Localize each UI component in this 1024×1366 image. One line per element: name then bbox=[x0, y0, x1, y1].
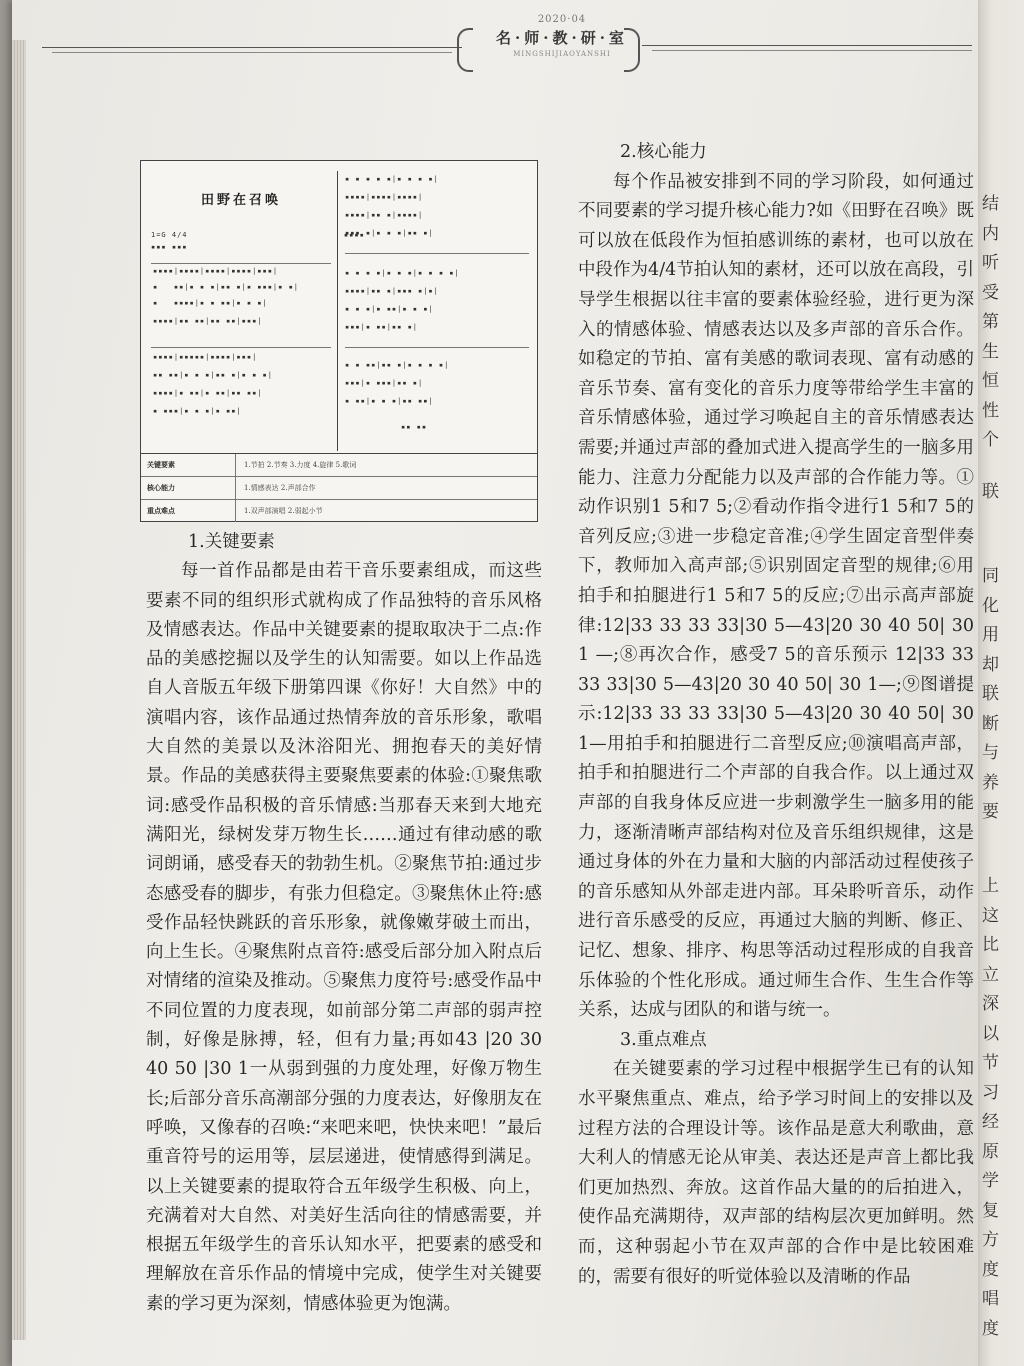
edge-char: 比 bbox=[982, 935, 999, 955]
score-notation: ▪▪▪|▪ ▪▪▪|▪▪ ▪| bbox=[345, 379, 424, 387]
edge-char: 与 bbox=[982, 743, 999, 763]
edge-char: 度 bbox=[982, 1318, 999, 1339]
score-notation: ▪▪ ▪▪ bbox=[401, 423, 428, 431]
edge-char: 经 bbox=[982, 1112, 999, 1132]
column-title: 名·师·教·研·室 bbox=[496, 29, 628, 47]
score-summary-table bbox=[141, 453, 537, 522]
staff-line bbox=[151, 263, 331, 264]
edge-char: 这 bbox=[982, 905, 999, 926]
music-score-figure bbox=[140, 160, 538, 522]
score-title: 田野在召唤 bbox=[201, 193, 282, 208]
staff-line bbox=[345, 253, 529, 254]
table-row bbox=[141, 477, 537, 500]
score-notation: ▪▪▪▪|▪▪ ▪|▪▪▪▪| bbox=[345, 211, 424, 219]
edge-char: 深 bbox=[982, 994, 999, 1014]
table-row bbox=[141, 500, 537, 522]
body-paragraph: 每一首作品都是由若干音乐要素组成，而这些要素不同的组织形式就构成了作品独特的音乐风格及情感表达。作品中关键要素的提取取决于二点:作品的美感挖掘以及学生的认知需要。如以上作品选自人音版五年级下册第四课《你好！大自然》中的演唱内容，该作品通过热情奔放的音乐形象，歌唱大自然的美景以及沐浴阳光、拥抱春天的美好情景。作品的美感获得主要聚焦要素的体验:①聚焦歌词:感受作品积极的音乐情感:当那春天来到大地充满阳光，绿树发芽万物生长……通过有律动感的歌词朗诵，感受春天的勃勃生机。②聚焦节拍:通过步态感受春的脚步，有张力但稳定。③聚焦休止符:感受作品轻快跳跃的音乐形象，就像嫩芽破土而出，向上生长。④聚焦附点音符:感受后部分加入附点后对情绪的渲染及推动。⑤聚焦力度符号:感受作品中不同位置的力度表现，如前部分第二声部的弱声控制，好像是脉搏，轻，但有力量;再如43 |20 30 40 50 |30 1一从弱到强的力度处理，好像万物生长;后部分音乐高潮部分强的力度表达，好像朋友在呼唤，又像春的召唤:“来吧来吧，快快来吧！”最后重音符号的运用等，层层递进，使情感得到满足。以上关键要素的提取符合五年级学生积极、向上，充满着对大自然、对美好生活向往的情感需要，并根据五年级学生的音乐认知水平，把要素的感受和理解放在音乐作品的情境中完成，使学生对关键要素的学习更为深刻，情感体验更为饱满。 bbox=[146, 561, 542, 1314]
edge-char: 习 bbox=[982, 1082, 999, 1103]
edge-char: 唱 bbox=[982, 1289, 999, 1309]
header-rule bbox=[52, 52, 452, 53]
section-heading: 3.重点难点 bbox=[620, 1029, 707, 1050]
edge-char: 立 bbox=[982, 964, 999, 985]
edge-char: 受 bbox=[982, 282, 999, 303]
staff-line bbox=[151, 347, 331, 348]
edge-text-top bbox=[982, 190, 999, 456]
score-notation: ▪ ▪▪|▪ ▪ ▪|▪▪ ▪|▪ ▪▪▪|▪ ▪| bbox=[153, 283, 300, 291]
score-notation: ▪ ▪ ▪ ▪ ▪|▪ ▪ ▪ ▪| bbox=[345, 175, 439, 183]
score-notation: ▪▪ ▪▪|▪ ▪ ▪|▪▪ ▪|▪ ▪ ▪| bbox=[153, 371, 273, 379]
score-notation: ▪▪▪▪|▪▪▪▪|▪▪▪▪| bbox=[345, 193, 424, 201]
system-divider bbox=[337, 171, 338, 451]
score-notation: ▪▪▪ ▪▪▪ bbox=[151, 243, 188, 251]
edge-char: 同 bbox=[982, 566, 999, 586]
score-notation: ▪▪▪▪|▪▪▪▪|▪▪▪▪|▪▪▪▪|▪▪▪| bbox=[153, 267, 279, 275]
edge-char: 第 bbox=[982, 312, 999, 332]
row-key: 核心能力 bbox=[141, 477, 236, 499]
row-value: 1.节拍 2.节奏 3.力度 4.旋律 5.歌词 bbox=[244, 461, 357, 469]
edge-char: 节 bbox=[982, 1053, 999, 1073]
edge-char: 性 bbox=[982, 400, 999, 421]
score-notation: ▪ ▪▪▪|▪ ▪ ▪|▪ ▪▪| bbox=[153, 407, 242, 415]
edge-char: 上 bbox=[982, 876, 999, 896]
score-notation: ▪▪▪ ▪|▪ ▪ ▪|▪▪ ▪| bbox=[345, 229, 434, 237]
score-notation: 1=G 4/4 ▪▪▪▪ bbox=[151, 231, 365, 239]
page-stack-edge bbox=[12, 40, 26, 1340]
column-pinyin: MINGSHIJIAOYANSHI bbox=[513, 50, 611, 58]
left-text-column bbox=[146, 528, 542, 1319]
edge-char: 化 bbox=[982, 595, 999, 616]
row-value: 1.双声部演唱 2.弱起小节 bbox=[244, 507, 323, 515]
score-notation: ▪▪▪▪|▪▪▪▪▪|▪▪▪▪|▪▪▪| bbox=[153, 353, 258, 361]
journal-page bbox=[12, 0, 978, 1366]
header-rule bbox=[652, 50, 972, 51]
edge-char: 恒 bbox=[982, 371, 999, 391]
edge-char: 度 bbox=[982, 1259, 999, 1280]
edge-char: 联 bbox=[982, 684, 999, 704]
right-text-column bbox=[578, 138, 974, 1292]
score-notation: ▪▪▪▪|▪▪ ▪|▪▪▪ ▪|▪| bbox=[345, 287, 439, 295]
edge-char: 联 bbox=[982, 482, 999, 502]
staff-line bbox=[345, 347, 529, 348]
score-notation: ▪▪▪|▪ ▪▪|▪▪ ▪| bbox=[345, 323, 419, 331]
score-notation: ▪ ▪ ▪▪|▪▪ ▪|▪ ▪ ▪ ▪| bbox=[345, 361, 450, 369]
edge-char: 原 bbox=[982, 1141, 999, 1162]
running-header bbox=[442, 14, 682, 58]
edge-char: 要 bbox=[982, 802, 999, 822]
edge-char: 方 bbox=[982, 1230, 999, 1250]
issue-date: 2020·04 bbox=[537, 14, 587, 25]
edge-text-bottom bbox=[982, 872, 999, 1344]
body-paragraph: 在关键要素的学习过程中根据学生已有的认知水平聚焦重点、难点，给予学习时间上的安排以及过程方法的合理设计等。该作品是意大利歌曲，意大利人的情感无论从审美、表达还是声音上都比我们更加热烈、奔放。这首作品大量的的后拍进入，使作品充满期待，双声部的结构层次更加鲜明。然而，这种弱起小节在双声部的合作中是比较困难的，需要有很好的听觉体验以及清晰的作品 bbox=[578, 1059, 974, 1287]
body-paragraph: 每个作品被安排到不同的学习阶段，如何通过不同要素的学习提升核心能力?如《田野在召唤》既可以放在低段作为恒拍感训练的素材，也可以放在中段作为4/4节拍认知的素材，还可以放在高段，引导学生根据以往丰富的要素体验经验，进行更为深入的情感体验、情感表达以及多声部的音乐合作。如稳定的节拍、富有美感的歌词表现、富有动感的音乐节奏、富有变化的音乐力度等带给学生丰富的音乐情感体验，通过学习唤起自主的音乐情感表达需要;并通过声部的叠加式进入提高学生的一脑多用能力、注意力分配能力以及声部的合作能力等。①动作识别1 5和7 5;②看动作指令进行1 5和7 5的音列反应;③进一步稳定音准;④学生固定音型伴奏下，教师加入高声部;⑤识别固定音型的规律;⑥用拍手和拍腿进行1 5和7 5的反应;⑦出示高声部旋律:12|33 33 33 33|30 5—43|20 30 40 50| 30 1 —;⑧再次合作，感受7 5的音乐预示 12|33 33 33 33|30 5—43|20 30 40 50| 30 1—;⑨图谱提示:12|33 33 33 33|30 5—43|20 30 40 50| 30 1—用拍手和拍腿进行二音型反应;⑩演唱高声部，拍手和拍腿进行二个声部的自我合作。以上通过双声部的自我身体反应进一步刺激学生一脑多用的能力，逐渐清晰声部结构对位及音乐组织规律，这是通过身体的外在力量和大脑的内部活动过程使孩子的音乐感知从外部走进内部。耳朵聆听音乐，动作进行音乐感受的反应，再通过大脑的判断、修正、记忆、想象、排序、构思等活动过程形成的自我音乐体验的个性化形成。通过师生合作、生生合作等关系，达成与团队的和谐与统一。 bbox=[578, 171, 974, 1021]
edge-char: 听 bbox=[982, 253, 999, 273]
score-notation: ▪ ▪▪|▪ ▪ ▪|▪▪ ▪▪| bbox=[345, 397, 434, 405]
row-key: 重点难点 bbox=[141, 500, 236, 522]
score-notation: ▪▪▪▪|▪ ▪▪|▪ ▪▪|▪▪ ▪▪| bbox=[153, 389, 263, 397]
edge-char: 内 bbox=[982, 223, 999, 244]
score-notation: ▪ ▪ ▪|▪ ▪▪|▪ ▪ ▪| bbox=[345, 305, 434, 313]
score-notation: ▪ ▪▪▪▪|▪ ▪ ▪▪|▪ ▪ ▪| bbox=[153, 299, 268, 307]
header-rule bbox=[42, 47, 462, 48]
section-heading: 1.关键要素 bbox=[188, 532, 275, 552]
header-rule bbox=[642, 45, 972, 46]
edge-char: 以 bbox=[982, 1023, 999, 1044]
table-row bbox=[141, 454, 537, 477]
score-notation: ▪ ▪ ▪ ▪|▪ ▪ ▪|▪ ▪ ▪ ▪| bbox=[345, 269, 460, 277]
edge-char: 却 bbox=[982, 654, 999, 675]
edge-text-mid bbox=[982, 478, 999, 508]
edge-char: 用 bbox=[982, 625, 999, 645]
edge-char: 生 bbox=[982, 341, 999, 362]
edge-text-mid2 bbox=[982, 562, 999, 828]
edge-char: 断 bbox=[982, 713, 999, 734]
edge-char: 结 bbox=[982, 194, 999, 214]
adjacent-page-edge bbox=[978, 0, 1024, 1366]
edge-char: 个 bbox=[982, 430, 999, 450]
row-value: 1.情感表达 2.声部合作 bbox=[244, 484, 316, 492]
edge-char: 复 bbox=[982, 1200, 999, 1221]
score-notation: ▪▪▪▪|▪▪ ▪▪|▪▪ ▪▪|▪▪▪| bbox=[153, 317, 263, 325]
edge-char: 养 bbox=[982, 772, 999, 793]
edge-char: 学 bbox=[982, 1171, 999, 1191]
row-key: 关键要素 bbox=[141, 454, 236, 476]
section-heading: 2.核心能力 bbox=[620, 142, 707, 162]
